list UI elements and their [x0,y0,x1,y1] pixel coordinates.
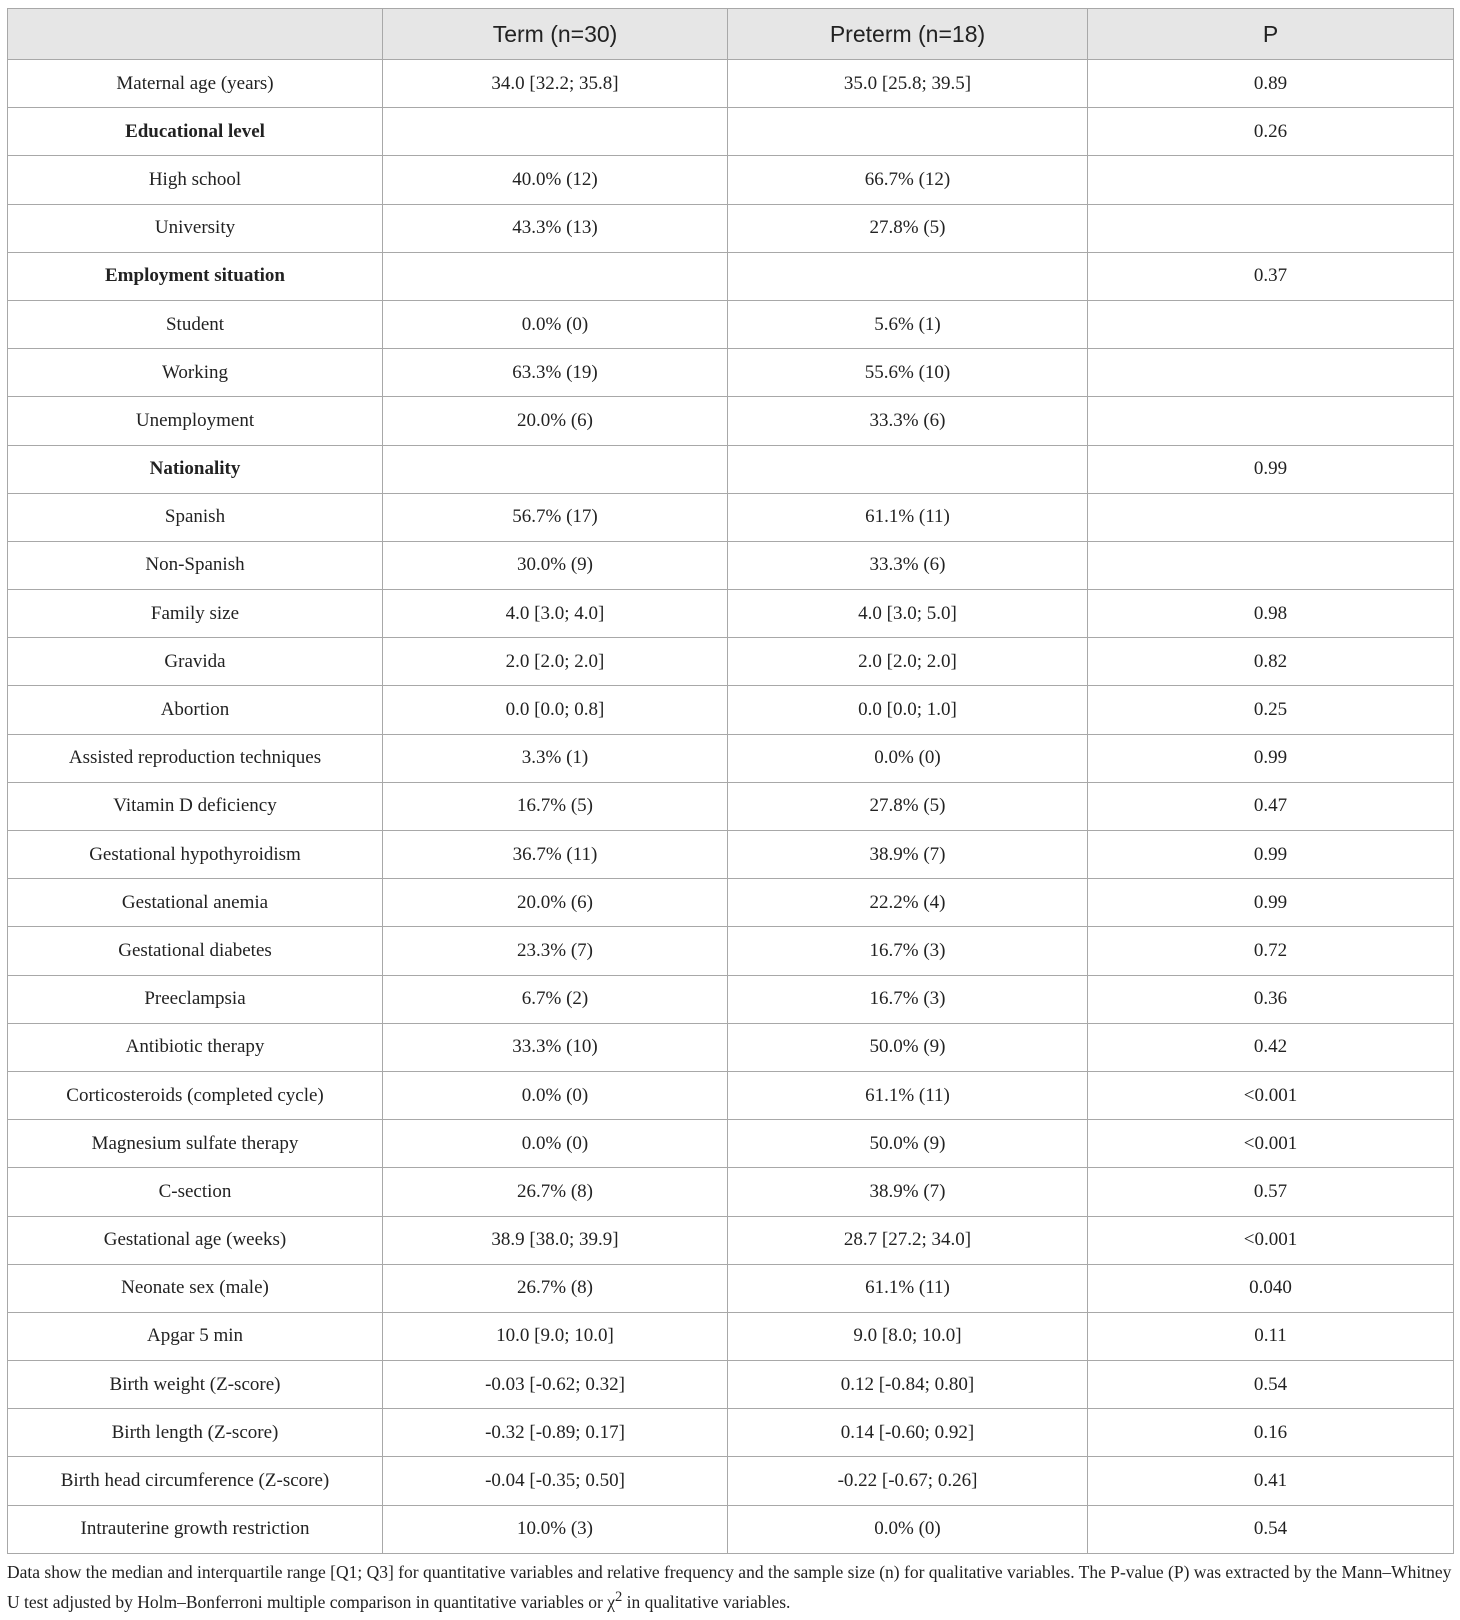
table-row [8,1168,1454,1216]
preterm-value: 16.7% (3) [728,975,1088,1023]
term-value: 63.3% (19) [383,349,728,397]
term-value: 34.0 [32.2; 35.8] [383,60,728,108]
row-label: Unemployment [8,397,383,445]
row-label: Preeclampsia [8,975,383,1023]
p-value: 0.99 [1088,831,1454,879]
table-row [8,1120,1454,1168]
row-label: Neonate sex (male) [8,1264,383,1312]
p-value: 0.98 [1088,590,1454,638]
results-table [7,8,1454,1554]
p-value: 0.42 [1088,1023,1454,1071]
p-value: 0.16 [1088,1409,1454,1457]
preterm-value: 5.6% (1) [728,300,1088,348]
row-label: University [8,204,383,252]
row-label: Abortion [8,686,383,734]
p-value [1088,300,1454,348]
p-value: <0.001 [1088,1120,1454,1168]
term-value [383,252,728,300]
term-value: -0.03 [-0.62; 0.32] [383,1361,728,1409]
term-value: 36.7% (11) [383,831,728,879]
p-value [1088,541,1454,589]
table-row [8,349,1454,397]
preterm-value: 55.6% (10) [728,349,1088,397]
preterm-value: 16.7% (3) [728,927,1088,975]
header-row [8,9,1454,60]
footnote-text: Data show the median and interquartile range [Q1; Q3] for quantitative variables and relative frequency and the sample size (n) for qualitative variables. The P-value (P) was extracted by the Mann–Whitney U test adjusted by Holm–Bonferroni multiple comparison in quantitative variables or χ [7,1561,1452,1612]
preterm-value: 2.0 [2.0; 2.0] [728,638,1088,686]
row-label: Intrauterine growth restriction [8,1505,383,1553]
term-value: 30.0% (9) [383,541,728,589]
row-label: Maternal age (years) [8,60,383,108]
table-container [7,8,1453,1615]
term-value: 0.0% (0) [383,300,728,348]
preterm-value: 33.3% (6) [728,541,1088,589]
table-footnote [7,1560,1453,1615]
row-label: Magnesium sulfate therapy [8,1120,383,1168]
p-value: <0.001 [1088,1216,1454,1264]
term-value: 2.0 [2.0; 2.0] [383,638,728,686]
table-row [8,638,1454,686]
preterm-value: 0.14 [-0.60; 0.92] [728,1409,1088,1457]
term-value: 6.7% (2) [383,975,728,1023]
table-row [8,1409,1454,1457]
table-row [8,541,1454,589]
row-label: C-section [8,1168,383,1216]
preterm-value: 38.9% (7) [728,831,1088,879]
table-row [8,590,1454,638]
preterm-value: 50.0% (9) [728,1120,1088,1168]
row-label: Family size [8,590,383,638]
p-value: 0.11 [1088,1312,1454,1360]
table-row [8,1023,1454,1071]
term-value: 56.7% (17) [383,493,728,541]
row-label: Assisted reproduction techniques [8,734,383,782]
term-value: -0.04 [-0.35; 0.50] [383,1457,728,1505]
p-value: 0.99 [1088,734,1454,782]
term-value: 0.0% (0) [383,1120,728,1168]
preterm-value: 28.7 [27.2; 34.0] [728,1216,1088,1264]
preterm-value: 0.0% (0) [728,1505,1088,1553]
row-label: Non-Spanish [8,541,383,589]
row-label: Gestational age (weeks) [8,1216,383,1264]
row-label: Student [8,300,383,348]
term-value: 40.0% (12) [383,156,728,204]
table-row [8,734,1454,782]
term-value: 26.7% (8) [383,1168,728,1216]
row-label: High school [8,156,383,204]
preterm-value: 33.3% (6) [728,397,1088,445]
row-label: Vitamin D deficiency [8,782,383,830]
table-row [8,686,1454,734]
preterm-value: 22.2% (4) [728,879,1088,927]
p-value: 0.82 [1088,638,1454,686]
term-value: -0.32 [-0.89; 0.17] [383,1409,728,1457]
p-value [1088,493,1454,541]
term-value: 16.7% (5) [383,782,728,830]
term-value: 38.9 [38.0; 39.9] [383,1216,728,1264]
table-row [8,1071,1454,1119]
p-value: 0.54 [1088,1505,1454,1553]
preterm-value: 9.0 [8.0; 10.0] [728,1312,1088,1360]
preterm-value: 50.0% (9) [728,1023,1088,1071]
p-value [1088,349,1454,397]
preterm-value [728,108,1088,156]
row-label: Working [8,349,383,397]
term-value [383,445,728,493]
preterm-value: 61.1% (11) [728,1071,1088,1119]
header-p-value: P [1088,9,1454,60]
preterm-value: 27.8% (5) [728,204,1088,252]
p-value [1088,204,1454,252]
term-value: 23.3% (7) [383,927,728,975]
table-row [8,156,1454,204]
table-row [8,1312,1454,1360]
table-row [8,1505,1454,1553]
preterm-value: 61.1% (11) [728,1264,1088,1312]
row-label: Birth head circumference (Z-score) [8,1457,383,1505]
row-label: Gestational hypothyroidism [8,831,383,879]
table-row [8,397,1454,445]
row-label: Gestational anemia [8,879,383,927]
preterm-value: 0.12 [-0.84; 0.80] [728,1361,1088,1409]
p-value: 0.89 [1088,60,1454,108]
term-value: 3.3% (1) [383,734,728,782]
table-row [8,831,1454,879]
table-row [8,975,1454,1023]
table-row [8,782,1454,830]
table-row [8,493,1454,541]
p-value: 0.99 [1088,879,1454,927]
term-value: 43.3% (13) [383,204,728,252]
p-value: 0.26 [1088,108,1454,156]
preterm-value: 66.7% (12) [728,156,1088,204]
p-value: 0.47 [1088,782,1454,830]
p-value: 0.99 [1088,445,1454,493]
p-value: 0.41 [1088,1457,1454,1505]
preterm-value: 4.0 [3.0; 5.0] [728,590,1088,638]
p-value [1088,397,1454,445]
row-label: Birth length (Z-score) [8,1409,383,1457]
table-row [8,879,1454,927]
row-label: Spanish [8,493,383,541]
preterm-value: 0.0 [0.0; 1.0] [728,686,1088,734]
table-row [8,445,1454,493]
table-row [8,1264,1454,1312]
footnote-text-end: in qualitative variables. [622,1591,791,1612]
p-value: 0.25 [1088,686,1454,734]
table-row [8,300,1454,348]
preterm-value: 38.9% (7) [728,1168,1088,1216]
table-row [8,252,1454,300]
row-label: Apgar 5 min [8,1312,383,1360]
term-value: 0.0 [0.0; 0.8] [383,686,728,734]
preterm-value [728,252,1088,300]
table-row [8,60,1454,108]
p-value [1088,156,1454,204]
footnote-superscript: 2 [615,1588,623,1605]
preterm-value: 27.8% (5) [728,782,1088,830]
p-value: 0.040 [1088,1264,1454,1312]
table-row [8,1216,1454,1264]
row-label: Corticosteroids (completed cycle) [8,1071,383,1119]
row-label: Gravida [8,638,383,686]
term-value: 20.0% (6) [383,879,728,927]
p-value: 0.72 [1088,927,1454,975]
table-row [8,108,1454,156]
term-value: 10.0% (3) [383,1505,728,1553]
term-value: 33.3% (10) [383,1023,728,1071]
term-value: 4.0 [3.0; 4.0] [383,590,728,638]
p-value: 0.37 [1088,252,1454,300]
term-value: 20.0% (6) [383,397,728,445]
preterm-value: 61.1% (11) [728,493,1088,541]
row-label: Nationality [8,445,383,493]
row-label: Birth weight (Z-score) [8,1361,383,1409]
term-value: 26.7% (8) [383,1264,728,1312]
table-row [8,204,1454,252]
row-label: Educational level [8,108,383,156]
table-row [8,1361,1454,1409]
preterm-value: 0.0% (0) [728,734,1088,782]
header-term: Term (n=30) [383,9,728,60]
p-value: 0.54 [1088,1361,1454,1409]
p-value: 0.36 [1088,975,1454,1023]
table-body [8,60,1454,1554]
term-value: 10.0 [9.0; 10.0] [383,1312,728,1360]
preterm-value: 35.0 [25.8; 39.5] [728,60,1088,108]
preterm-value: -0.22 [-0.67; 0.26] [728,1457,1088,1505]
row-label: Employment situation [8,252,383,300]
table-row [8,927,1454,975]
header-preterm: Preterm (n=18) [728,9,1088,60]
p-value: 0.57 [1088,1168,1454,1216]
term-value [383,108,728,156]
table-row [8,1457,1454,1505]
preterm-value [728,445,1088,493]
p-value: <0.001 [1088,1071,1454,1119]
row-label: Gestational diabetes [8,927,383,975]
header-variable [8,9,383,60]
term-value: 0.0% (0) [383,1071,728,1119]
row-label: Antibiotic therapy [8,1023,383,1071]
